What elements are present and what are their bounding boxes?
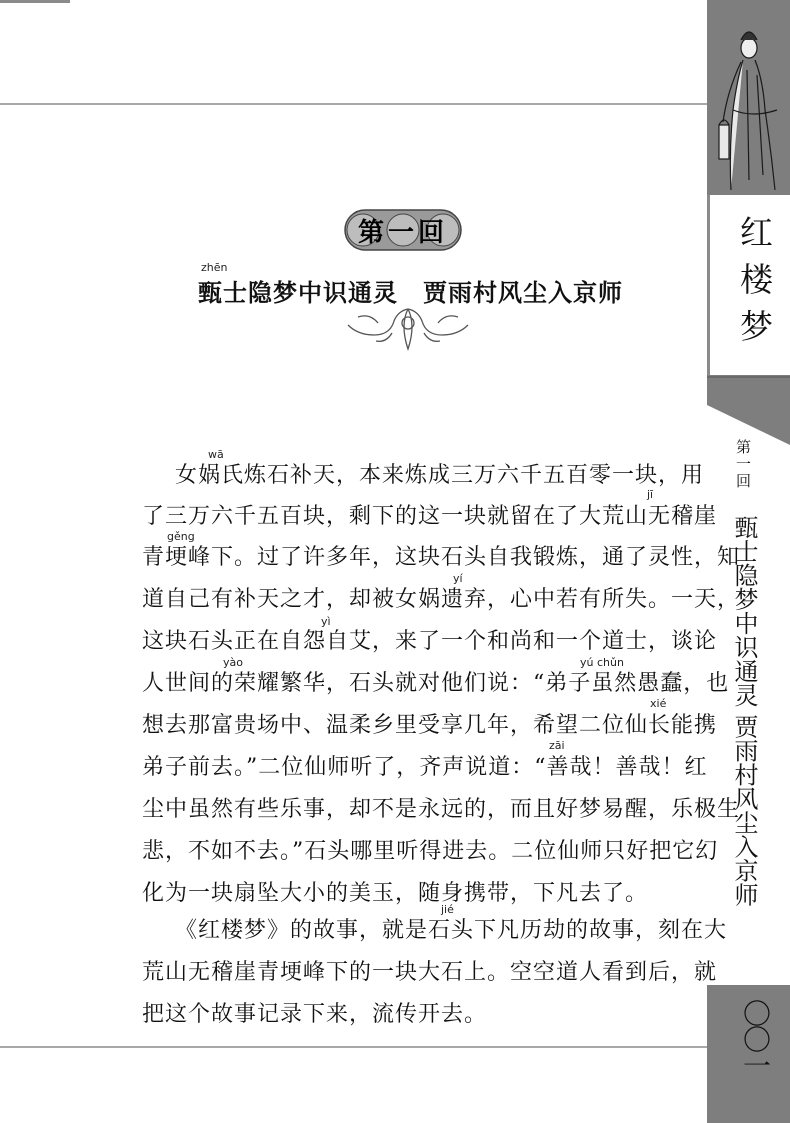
- ornament-icon: [338, 303, 478, 353]
- pinyin-yi-qi: yí: [453, 572, 463, 585]
- pinyin-yi-ai: yì: [321, 615, 331, 628]
- pinyin-wa: wā: [208, 448, 224, 461]
- body-line-9: 尘中虽然有些乐事，却不是永远的，而且好梦易醒，乐极生: [142, 797, 741, 822]
- pinyin-xie: xié: [650, 697, 667, 710]
- body-line-6: 人世间的荣耀繁华，石头就对他们说：“弟子虽然愚蠢，也: [142, 671, 730, 696]
- pinyin-yu-chun: yú chǔn: [580, 656, 624, 669]
- pinyin-zai: zāi: [549, 739, 565, 752]
- chapter-number: 第一回: [357, 218, 448, 248]
- header-rule: [0, 103, 707, 105]
- footer-rule: [0, 1046, 707, 1048]
- pinyin-zhen: zhēn: [201, 261, 228, 274]
- body-line-5: 这块石头正在自怨自艾，来了一个和尚和一个道士，谈论: [142, 629, 718, 654]
- lady-figure-icon: [707, 0, 790, 195]
- body-line-3: 青埂峰下。过了许多年，这块石头自我锻炼，通了灵性，知: [142, 545, 741, 570]
- body-line-8: 弟子前去。”二位仙师听了，齐声说道：“善哉！善哉！红: [142, 755, 708, 780]
- body-line-11: 化为一块扇坠大小的美玉，随身携带，下凡去了。: [142, 881, 649, 906]
- body-line-12: 《红楼梦》的故事，就是石头下凡历劫的故事，刻在大: [175, 918, 728, 943]
- body-line-4: 道自己有补天之才，却被女娲遗弃，心中若有所失。一天，: [142, 587, 741, 612]
- body-line-1: 女娲氏炼石补天，本来炼成三万六千五百零一块，用: [175, 463, 705, 488]
- chapter-badge: [343, 208, 463, 252]
- body-line-13: 荒山无稽崖青埂峰下的一块大石上。空空道人看到后，就: [142, 960, 718, 985]
- book-title: 红楼梦: [735, 215, 774, 356]
- page-number: 〇〇一: [739, 999, 772, 1077]
- body-line-2: 了三万六千五百块，剩下的这一块就留在了大荒山无稽崖: [142, 504, 718, 529]
- side-chapter-label: 第一回: [734, 439, 752, 490]
- body-line-14: 把这个故事记录下来，流传开去。: [142, 1002, 488, 1027]
- pinyin-geng: gěng: [167, 530, 195, 543]
- chapter-title: 甄士隐梦中识通灵 贾雨村风尘入京师: [198, 278, 623, 307]
- body-line-7: 想去那富贵场中、温柔乡里受享几年，希望二位仙长能携: [142, 713, 718, 738]
- side-chapter-title: 甄士隐梦中识通灵 贾雨村风尘入京师: [730, 515, 758, 907]
- side-illustration: [707, 0, 790, 195]
- page-number-panel: [707, 985, 790, 1123]
- pinyin-yao: yào: [223, 656, 243, 669]
- corner-mark: [0, 0, 70, 3]
- pinyin-ji: jī: [647, 488, 654, 501]
- body-line-10: 悲，不如不去。”石头哪里听得进去。二位仙师只好把它幻: [142, 839, 719, 864]
- pinyin-jie: jié: [441, 903, 454, 916]
- side-book-title-panel: [707, 195, 790, 375]
